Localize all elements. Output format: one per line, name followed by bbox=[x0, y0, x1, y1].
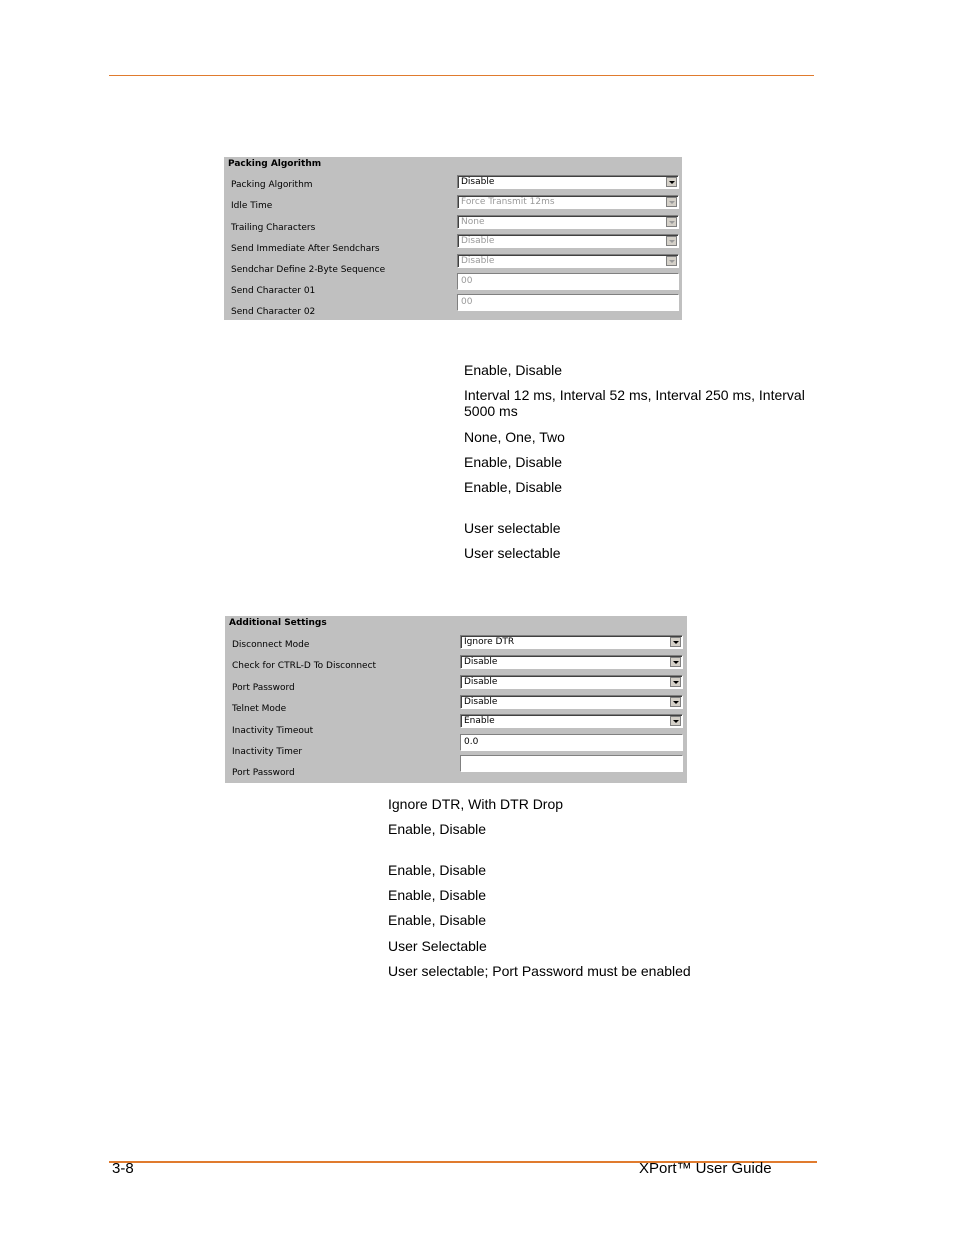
chevron-down-icon[interactable] bbox=[666, 256, 677, 266]
send-character-01-input[interactable]: 00 bbox=[457, 273, 679, 290]
packing-algorithm-options: Enable, Disable bbox=[464, 362, 563, 378]
send-immediate-select[interactable]: Disable bbox=[457, 234, 679, 248]
idle-time-label: Idle Time bbox=[231, 201, 273, 211]
port-password-text-options: User selectable; Port Password must be enabled bbox=[388, 963, 691, 979]
send-character-02-label: Send Character 02 bbox=[231, 307, 316, 317]
idle-time-options: Interval 12 ms, Interval 52 ms, Interval 250 ms, Interval 5000 ms bbox=[464, 387, 805, 419]
sendchar-sequence-select[interactable]: Disable bbox=[457, 254, 679, 268]
additional-settings-panel bbox=[225, 616, 687, 783]
chevron-down-icon[interactable] bbox=[666, 197, 677, 207]
guide-title: XPort™ User Guide bbox=[639, 1160, 772, 1177]
port-password-select[interactable]: Disable bbox=[460, 675, 683, 689]
port-password-options: Enable, Disable bbox=[388, 862, 487, 878]
chevron-down-icon[interactable] bbox=[666, 236, 677, 246]
telnet-mode-label: Telnet Mode bbox=[232, 704, 287, 714]
trailing-characters-label: Trailing Characters bbox=[231, 223, 316, 233]
send-immediate-label: Send Immediate After Sendchars bbox=[231, 244, 380, 254]
trailing-characters-options: None, One, Two bbox=[464, 429, 565, 445]
idle-time-select[interactable]: Force Transmit 12ms bbox=[457, 195, 679, 209]
chevron-down-icon[interactable] bbox=[670, 637, 681, 647]
inactivity-timer-label: Inactivity Timer bbox=[232, 747, 303, 757]
check-ctrl-d-select[interactable]: Disable bbox=[460, 655, 683, 669]
chevron-down-icon[interactable] bbox=[670, 716, 681, 726]
send-character-02-input[interactable]: 00 bbox=[457, 294, 679, 311]
inactivity-timer-options: User Selectable bbox=[388, 938, 487, 954]
inactivity-timeout-label: Inactivity Timeout bbox=[232, 726, 314, 736]
send-character-01-label: Send Character 01 bbox=[231, 286, 316, 296]
packing-algorithm-label: Packing Algorithm bbox=[231, 180, 313, 190]
packing-algorithm-panel bbox=[224, 157, 682, 320]
send-immediate-options: Enable, Disable bbox=[464, 454, 563, 470]
send-character-02-options: User selectable bbox=[464, 545, 561, 561]
chevron-down-icon[interactable] bbox=[666, 177, 677, 187]
telnet-mode-select[interactable]: Disable bbox=[460, 695, 683, 709]
port-password-text-label: Port Password bbox=[232, 768, 295, 778]
page-number: 3-8 bbox=[112, 1160, 134, 1177]
trailing-characters-select[interactable]: None bbox=[457, 215, 679, 229]
inactivity-timeout-select[interactable]: Enable bbox=[460, 714, 683, 728]
port-password-input[interactable] bbox=[460, 755, 683, 772]
panel-title: Additional Settings bbox=[229, 618, 327, 628]
port-password-label: Port Password bbox=[232, 683, 295, 693]
chevron-down-icon[interactable] bbox=[670, 697, 681, 707]
sendchar-sequence-options: Enable, Disable bbox=[464, 479, 563, 495]
telnet-mode-options: Enable, Disable bbox=[388, 887, 487, 903]
inactivity-timeout-options: Enable, Disable bbox=[388, 912, 487, 928]
inactivity-timer-input[interactable]: 0.0 bbox=[460, 734, 683, 751]
disconnect-mode-label: Disconnect Mode bbox=[232, 640, 310, 650]
chevron-down-icon[interactable] bbox=[670, 657, 681, 667]
check-ctrl-d-label: Check for CTRL-D To Disconnect bbox=[232, 661, 377, 671]
header-rule bbox=[109, 75, 814, 76]
packing-algorithm-select[interactable]: Disable bbox=[457, 175, 679, 189]
chevron-down-icon[interactable] bbox=[666, 217, 677, 227]
check-ctrl-d-options: Enable, Disable bbox=[388, 821, 487, 837]
send-character-01-options: User selectable bbox=[464, 520, 561, 536]
disconnect-mode-select[interactable]: Ignore DTR bbox=[460, 635, 683, 649]
disconnect-mode-options: Ignore DTR, With DTR Drop bbox=[388, 796, 564, 812]
chevron-down-icon[interactable] bbox=[670, 677, 681, 687]
panel-title: Packing Algorithm bbox=[228, 159, 322, 169]
sendchar-sequence-label: Sendchar Define 2-Byte Sequence bbox=[231, 265, 386, 275]
